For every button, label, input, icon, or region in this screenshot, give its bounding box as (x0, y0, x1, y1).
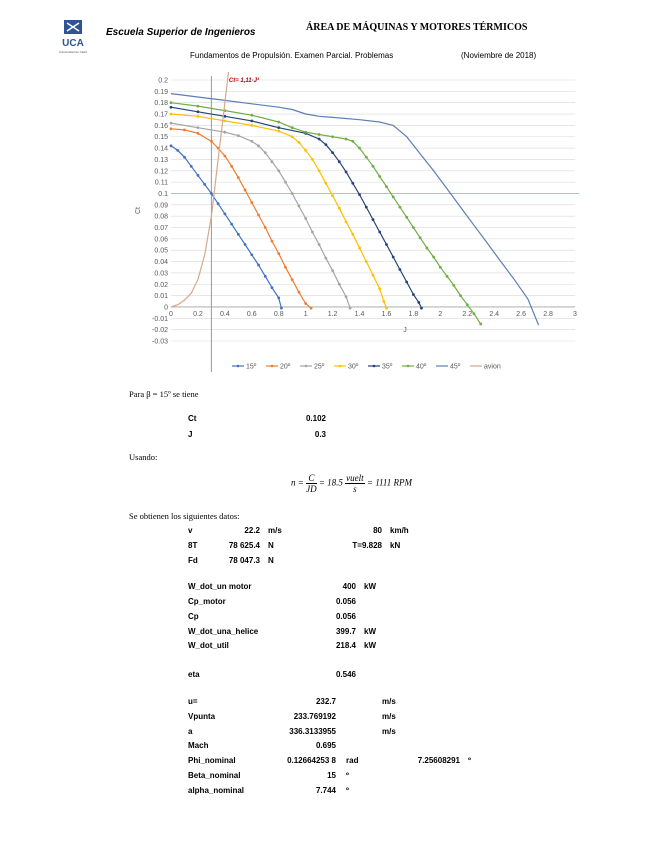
tip-row-value: 232.7 (315, 697, 336, 706)
legend-label: 40º (416, 363, 427, 371)
y-tick-label: 0.08 (154, 213, 168, 221)
series-point-35º (324, 143, 327, 146)
series-point-20º (291, 278, 294, 281)
series-point-35º (365, 206, 368, 209)
tip-row-unit: º (346, 771, 349, 780)
series-point-40º (432, 256, 435, 259)
row-v-label: v (188, 526, 193, 535)
series-line-20º (171, 129, 311, 308)
series-point-15º (217, 202, 220, 205)
series-point-40º (425, 247, 428, 250)
tip-row-unit: m/s (382, 697, 396, 706)
y-tick-label: -0.01 (152, 315, 168, 323)
tip-row-value: 336.3133955 (289, 727, 336, 736)
series-line-avion (171, 72, 229, 307)
legend-label: 35º (382, 363, 393, 371)
series-point-25º (304, 217, 307, 220)
series-point-35º (345, 171, 348, 174)
tip-row-value: 0.12664253 8 (287, 756, 336, 765)
department-title: ÁREA DE MÁQUINAS Y MOTORES TÉRMICOS (306, 22, 528, 33)
y-tick-label: 0.19 (154, 88, 168, 96)
series-point-20º (257, 214, 260, 217)
tip-row-value: 15 (327, 771, 336, 780)
series-point-40º (459, 294, 462, 297)
series-point-40º (351, 140, 354, 143)
tip-row-label: Mach (188, 741, 209, 750)
formula-fraction-vuelt-s (345, 473, 365, 494)
tip-row-label: Phi_nominal (188, 756, 236, 765)
x-tick-label: 2.4 (489, 310, 500, 318)
series-point-30º (318, 169, 321, 172)
series-point-20º (230, 165, 233, 168)
y-tick-label: 0.13 (154, 156, 168, 164)
row-v-value: 22.2 (244, 526, 260, 535)
legend-label: 20º (280, 363, 291, 371)
y-tick-label: 0.03 (154, 270, 168, 278)
series-point-35º (338, 160, 341, 163)
series-point-25º (345, 295, 348, 298)
logo-text: UCA (62, 38, 84, 49)
y-tick-label: 0 (164, 304, 168, 312)
j-value: 0.3 (314, 430, 326, 439)
school-name: Escuela Superior de Ingenieros (106, 27, 256, 38)
series-point-40º (412, 226, 415, 229)
formula-fraction-c-jd (306, 473, 317, 494)
series-point-35º (385, 243, 388, 246)
series-point-15º (271, 286, 274, 289)
x-tick-label: 1.4 (354, 310, 365, 318)
usando-text: Usando: (129, 452, 158, 462)
legend-marker (237, 365, 240, 368)
series-point-20º (244, 189, 247, 192)
obtienen-text: Se obtienen los siguientes datos: (129, 511, 240, 521)
legend-label: 25º (314, 363, 325, 371)
series-point-35º (399, 268, 402, 271)
row-8t-value: 78 625.4 (228, 541, 260, 550)
y-tick-label: -0.02 (152, 327, 168, 335)
series-point-15º (183, 156, 186, 159)
x-tick-label: 2.8 (543, 310, 553, 318)
tip-row-label: alpha_nominal (188, 786, 245, 795)
series-point-20º (298, 291, 301, 294)
series-point-20º (237, 176, 240, 179)
y-tick-label: 0.09 (154, 202, 168, 210)
series-line-40º (171, 103, 481, 324)
tip-row-unit2: º (468, 756, 471, 765)
series-point-30º (250, 124, 253, 127)
series-point-25º (349, 307, 352, 310)
x-tick-label: 1.8 (408, 310, 419, 318)
series-point-30º (331, 194, 334, 197)
tip-row-value: 7.744 (315, 786, 336, 795)
y-tick-label: 0.17 (154, 111, 168, 119)
series-point-30º (170, 113, 173, 116)
series-point-40º (291, 126, 294, 129)
series-point-15º (230, 223, 233, 226)
tip-row-value2: 7.25608291 (417, 756, 460, 765)
series-point-25º (331, 269, 334, 272)
series-point-30º (378, 287, 381, 290)
eta-label: eta (188, 670, 200, 679)
series-point-30º (197, 115, 200, 118)
power-row-label: W_dot_una_helice (188, 627, 259, 636)
y-tick-label: -0.03 (152, 338, 168, 346)
series-point-40º (479, 323, 482, 326)
series-point-35º (318, 138, 321, 141)
series-point-40º (452, 284, 455, 287)
legend-label: 15º (246, 363, 257, 371)
series-point-25º (284, 181, 287, 184)
series-point-40º (372, 165, 375, 168)
legend-marker (339, 365, 342, 368)
tip-row-value: 233.769192 (293, 712, 336, 721)
series-point-30º (298, 141, 301, 144)
series-point-35º (378, 231, 381, 234)
series-point-15º (237, 233, 240, 236)
j-label: J (188, 430, 193, 439)
series-point-30º (365, 260, 368, 263)
x-tick-label: 2.2 (462, 310, 473, 318)
series-point-20º (223, 155, 226, 158)
series-point-25º (223, 131, 226, 134)
ct-vs-j-chart (134, 72, 584, 372)
series-point-40º (399, 206, 402, 209)
series-point-30º (345, 220, 348, 223)
row-fd-value: 78 047.3 (228, 556, 260, 565)
series-point-35º (277, 126, 280, 129)
power-row-value: 399.7 (335, 627, 356, 636)
y-tick-label: 0.12 (154, 168, 168, 176)
legend-marker (271, 365, 274, 368)
series-point-40º (446, 275, 449, 278)
formula-frac1-den: JD (306, 484, 317, 494)
series-point-40º (170, 101, 173, 104)
tip-row-label: a (188, 727, 193, 736)
rpm-formula (291, 473, 412, 494)
series-point-30º (385, 307, 388, 310)
series-point-15º (190, 165, 193, 168)
series-point-30º (338, 207, 341, 210)
power-row-unit: kW (364, 582, 376, 591)
series-point-20º (264, 226, 267, 229)
exam-date: (Noviembre de 2018) (461, 51, 537, 60)
power-row-label: W_dot_un motor (188, 582, 252, 591)
row-fd-unit: N (268, 556, 274, 565)
series-point-35º (372, 218, 375, 221)
series-point-35º (417, 301, 420, 304)
formula-frac2-den: s (353, 484, 357, 494)
series-point-35º (250, 119, 253, 122)
series-point-15º (250, 253, 253, 256)
series-point-40º (385, 185, 388, 188)
legend-marker (305, 365, 308, 368)
series-point-40º (331, 135, 334, 138)
series-point-25º (311, 231, 314, 234)
y-tick-label: 0.07 (154, 225, 168, 233)
formula-lhs: n = (291, 477, 304, 488)
series-point-15º (223, 213, 226, 216)
power-row-value: 400 (342, 582, 356, 591)
legend-label: 45º (450, 363, 461, 371)
series-point-20º (210, 140, 213, 143)
series-point-40º (358, 147, 361, 150)
formula-frac2-num: vuelt (346, 473, 364, 483)
series-point-25º (291, 192, 294, 195)
series-point-15º (203, 183, 206, 186)
series-point-40º (439, 266, 442, 269)
series-point-35º (405, 281, 408, 284)
x-tick-label: 1 (303, 310, 308, 318)
series-point-40º (365, 156, 368, 159)
tip-row-label: Beta_nominal (188, 771, 241, 780)
series-point-15º (277, 296, 280, 299)
power-row-value: 218.4 (335, 641, 356, 650)
series-point-15º (264, 275, 267, 278)
y-tick-label: 0.02 (154, 281, 168, 289)
row-8t-label: 8T (188, 541, 198, 550)
tip-row-label: u= (188, 697, 198, 706)
series-point-20º (170, 127, 173, 130)
y-tick-label: 0.01 (154, 293, 168, 301)
tip-row-label: Vpunta (188, 712, 216, 721)
y-tick-label: 0.1 (158, 190, 168, 198)
series-point-35º (351, 182, 354, 185)
x-tick-label: 2 (438, 310, 443, 318)
series-point-15º (244, 243, 247, 246)
x-tick-label: 0.8 (273, 310, 284, 318)
series-point-30º (277, 130, 280, 133)
power-row-value: 0.056 (335, 597, 356, 606)
tip-row-unit: rad (346, 756, 359, 765)
series-point-25º (318, 243, 321, 246)
x-tick-label: 0.4 (219, 310, 230, 318)
x-tick-label: 0 (169, 310, 173, 318)
tip-row-unit: m/s (382, 712, 396, 721)
legend-marker (407, 365, 410, 368)
row-v-value2: 80 (373, 526, 382, 535)
series-point-25º (250, 140, 253, 143)
series-point-30º (372, 274, 375, 277)
legend-label: 30º (348, 363, 359, 371)
series-point-30º (358, 247, 361, 250)
series-point-25º (257, 144, 260, 147)
formula-rhs: = 1111 RPM (366, 477, 412, 488)
series-point-40º (304, 131, 307, 134)
series-point-35º (358, 193, 361, 196)
series-point-40º (378, 175, 381, 178)
formula-mid: = 18.5 (318, 477, 343, 488)
series-point-15º (197, 174, 200, 177)
row-8t-unit2: kN (390, 541, 401, 550)
series-point-40º (419, 236, 422, 239)
ct-label: Ct (188, 414, 197, 423)
tip-row-value: 0.695 (315, 741, 336, 750)
formula-frac1-num: C (306, 473, 317, 484)
series-point-30º (351, 233, 354, 236)
series-point-30º (311, 158, 314, 161)
row-8t-unit: N (268, 541, 274, 550)
series-point-25º (338, 283, 341, 286)
row-8t-value2: T=9.828 (352, 541, 382, 550)
series-point-25º (271, 160, 274, 163)
series-line-45º (171, 94, 539, 326)
ct-value: 0.102 (305, 414, 326, 423)
series-point-20º (304, 302, 307, 305)
series-point-35º (412, 293, 415, 296)
row-v-unit2: km/h (390, 526, 409, 535)
series-point-25º (298, 205, 301, 208)
series-point-35º (170, 106, 173, 109)
y-tick-label: 0.05 (154, 247, 168, 255)
series-point-25º (170, 122, 173, 125)
x-tick-label: 0.2 (193, 310, 203, 318)
row-fd-label: Fd (188, 556, 198, 565)
power-row-unit: kW (364, 641, 376, 650)
y-tick-label: 0.06 (154, 236, 168, 244)
series-point-25º (237, 134, 240, 137)
series-point-25º (197, 126, 200, 129)
tip-row-unit: º (346, 786, 349, 795)
series-point-20º (183, 129, 186, 132)
series-point-15º (257, 264, 260, 267)
series-point-40º (473, 312, 476, 315)
x-tick-label: 1.2 (327, 310, 338, 318)
y-tick-label: 0.04 (154, 259, 168, 267)
series-point-35º (331, 151, 334, 154)
series-point-25º (277, 169, 280, 172)
series-point-30º (382, 300, 385, 303)
series-point-15º (170, 144, 173, 147)
power-row-label: Cp_motor (188, 597, 226, 606)
chart-annotation: Ct= 1,11·J³ (228, 78, 259, 84)
legend-marker (373, 365, 376, 368)
x-tick-label: 2.6 (516, 310, 527, 318)
series-line-35º (171, 107, 422, 308)
x-axis-title: J (403, 326, 407, 334)
series-point-25º (324, 257, 327, 260)
logo-caption: Universidad de Cádiz (58, 50, 88, 54)
y-tick-label: 0.15 (154, 134, 168, 142)
legend-label: avion (484, 363, 501, 371)
series-point-20º (197, 132, 200, 135)
series-point-40º (197, 105, 200, 108)
series-point-30º (223, 119, 226, 122)
series-point-30º (304, 149, 307, 152)
series-point-40º (250, 114, 253, 117)
series-point-20º (271, 240, 274, 243)
power-row-label: W_dot_util (188, 641, 229, 650)
tip-row-unit: m/s (382, 727, 396, 736)
series-point-15º (280, 307, 283, 310)
y-tick-label: 0.18 (154, 100, 168, 108)
y-tick-label: 0.2 (158, 77, 168, 85)
power-row-label: Cp (188, 612, 199, 621)
series-point-20º (284, 266, 287, 269)
series-point-30º (324, 182, 327, 185)
y-tick-label: 0.14 (154, 145, 168, 153)
x-tick-label: 1.6 (381, 310, 392, 318)
y-tick-label: 0.11 (154, 179, 168, 187)
series-point-25º (264, 151, 267, 154)
exam-subtitle: Fundamentos de Propulsión. Examen Parcial. Problemas (190, 51, 394, 60)
series-point-15º (176, 149, 179, 152)
series-point-40º (405, 216, 408, 219)
power-row-unit: kW (364, 627, 376, 636)
university-logo (58, 18, 88, 58)
series-point-20º (310, 307, 313, 310)
series-point-35º (197, 110, 200, 113)
y-axis-title: Ct (135, 207, 142, 214)
series-point-20º (277, 252, 280, 255)
row-v-unit: m/s (268, 526, 282, 535)
series-point-40º (466, 303, 469, 306)
y-tick-label: 0.16 (154, 122, 168, 130)
intro-text: Para β = 15º se tiene (129, 389, 199, 399)
series-point-40º (345, 138, 348, 141)
power-row-value: 0.056 (335, 612, 356, 621)
x-tick-label: 3 (573, 310, 577, 318)
series-point-35º (420, 307, 423, 310)
series-point-40º (277, 121, 280, 124)
eta-value: 0.546 (335, 670, 356, 679)
series-point-30º (291, 135, 294, 138)
series-point-35º (392, 256, 395, 259)
series-point-40º (392, 195, 395, 198)
series-point-40º (318, 133, 321, 136)
series-point-20º (250, 201, 253, 204)
x-tick-label: 0.6 (246, 310, 257, 318)
series-point-15º (210, 192, 213, 195)
